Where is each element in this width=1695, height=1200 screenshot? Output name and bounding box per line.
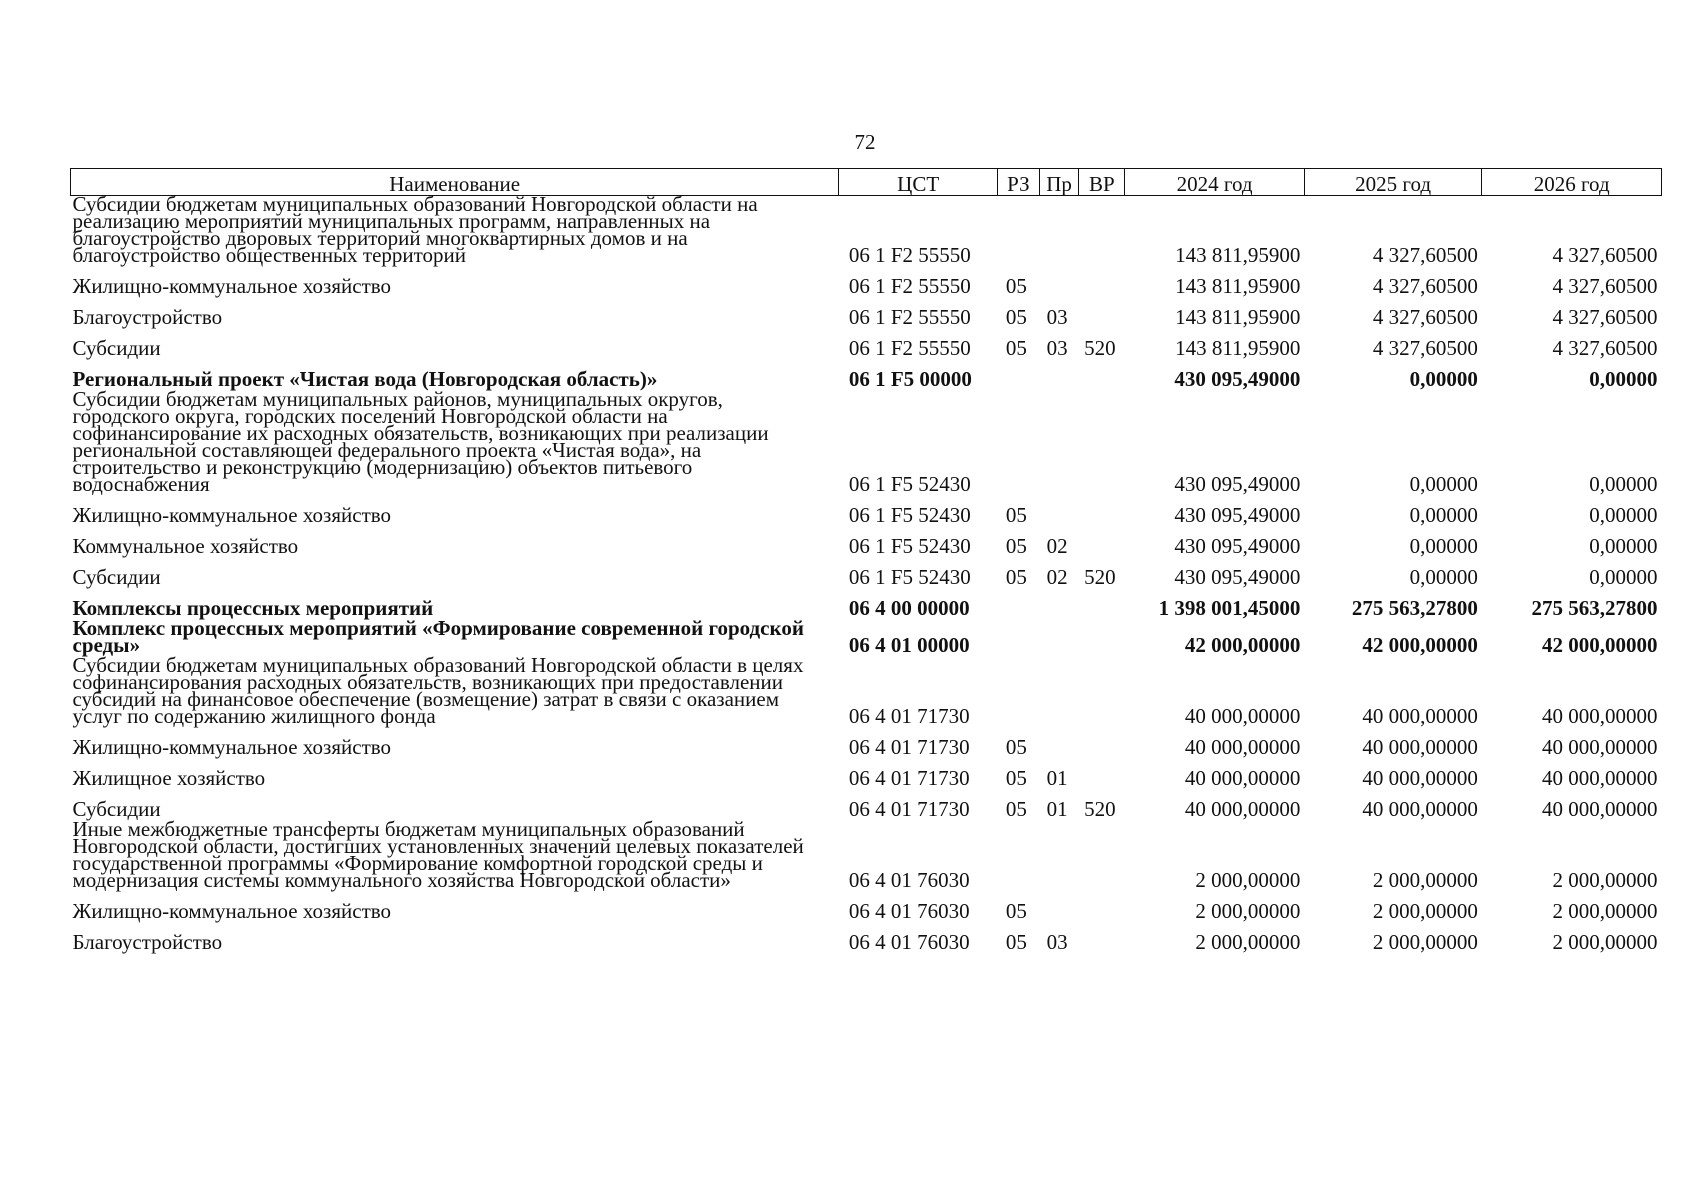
row-cst: 06 1 F5 52430 [848,534,971,558]
row-amount-2025: 2 000,00000 [1372,868,1478,892]
row-pr: 02 [1046,565,1068,589]
row-name: Субсидии [72,565,161,589]
row-amount-2026: 4 327,60500 [1552,305,1658,329]
row-cst: 06 1 F2 55550 [848,305,971,329]
row-name: Жилищно-коммунальное хозяйство [72,503,392,527]
header-2024: 2024 год [1125,169,1305,196]
row-amount-2025: 40 000,00000 [1362,735,1478,759]
row-amount-2024: 2 000,00000 [1195,899,1301,923]
row-rz [998,196,1040,268]
row-cst: 06 4 01 76030 [848,899,970,923]
row-pr: 03 [1046,930,1068,954]
row-vr: 520 [1084,336,1116,360]
row-name: Комплекс процессных мероприятий «Формирование современной городской среды» [72,616,804,657]
row-amount-2025: 4 327,60500 [1372,243,1478,267]
row-amount-2024: 430 095,49000 [1174,472,1301,496]
row-pr [1039,892,1079,923]
row-amount-2026: 275 563,27800 [1531,596,1658,620]
row-rz: 05 [1005,930,1027,954]
row-name: Жилищно-коммунальное хозяйство [72,274,392,298]
row-amount-2026: 0,00000 [1589,367,1658,391]
row-amount-2025: 40 000,00000 [1362,797,1478,821]
row-vr [1079,391,1125,496]
row-amount-2024: 430 095,49000 [1174,565,1301,589]
row-pr [1039,496,1079,527]
row-cst: 06 4 00 00000 [848,596,970,620]
row-amount-2025: 40 000,00000 [1362,704,1478,728]
row-amount-2025: 0,00000 [1409,472,1478,496]
row-cst: 06 1 F2 55550 [848,274,971,298]
row-vr [1079,821,1125,892]
row-pr: 03 [1046,336,1068,360]
header-2025: 2025 год [1304,169,1481,196]
row-vr [1079,892,1125,923]
row-name: Жилищно-коммунальное хозяйство [72,899,392,923]
table-row [71,821,1662,892]
row-amount-2024: 2 000,00000 [1195,930,1301,954]
row-pr [1039,196,1079,268]
row-amount-2024: 143 811,95900 [1175,336,1301,360]
row-name: Жилищно-коммунальное хозяйство [72,735,392,759]
row-cst: 06 4 01 76030 [848,868,970,892]
row-name: Жилищное хозяйство [72,766,266,790]
row-vr: 520 [1084,797,1116,821]
row-amount-2026: 40 000,00000 [1542,797,1658,821]
row-vr [1079,728,1125,759]
row-cst: 06 4 01 71730 [848,766,970,790]
row-pr [1039,821,1079,892]
row-rz [998,620,1040,657]
row-name: Субсидии бюджетам муниципальных образований Новгородской области в целях софинансирования расходных обязательств, возникающих при предоставлении субсидий на финансовое обеспечение (возмещение) затрат в связи с оказанием услуг по содержанию жилищного фонда [72,653,804,728]
table-row [71,329,1662,360]
row-cst: 06 1 F5 52430 [848,565,971,589]
row-amount-2024: 42 000,00000 [1184,633,1301,657]
row-amount-2026: 40 000,00000 [1542,704,1658,728]
row-rz: 05 [1005,735,1027,759]
row-name: Комплексы процессных мероприятий [72,596,434,620]
row-pr [1039,589,1079,620]
row-amount-2026: 0,00000 [1589,534,1658,558]
row-amount-2024: 143 811,95900 [1175,243,1301,267]
row-vr [1079,589,1125,620]
row-amount-2026: 40 000,00000 [1542,735,1658,759]
row-cst: 06 1 F5 00000 [848,367,972,391]
row-rz: 05 [1005,534,1027,558]
header-rz: РЗ [998,169,1040,196]
table-row [71,923,1662,954]
row-amount-2026: 4 327,60500 [1552,274,1658,298]
row-rz: 05 [1005,274,1027,298]
row-amount-2024: 40 000,00000 [1184,704,1301,728]
row-amount-2025: 4 327,60500 [1372,336,1478,360]
row-name: Субсидии [72,336,161,360]
table-row [71,728,1662,759]
row-vr [1079,923,1125,954]
row-cst: 06 1 F5 52430 [848,503,971,527]
header-vr: ВР [1079,169,1125,196]
row-pr: 03 [1046,305,1068,329]
table-row [71,759,1662,790]
table-row [71,267,1662,298]
row-amount-2025: 4 327,60500 [1372,274,1478,298]
row-name: Коммунальное хозяйство [72,534,299,558]
row-pr: 02 [1046,534,1068,558]
row-amount-2025: 42 000,00000 [1362,633,1478,657]
row-name: Субсидии бюджетам муниципальных районов, муниципальных округов, городского округа, городских поселений Новгородской области на софинансирование их расходных обязательств, возникающих при реализации региональной составляющей федерального проекта «Чистая вода», на строительство и реконструкцию (модернизацию) объектов питьевого водоснабжения [72,387,769,496]
row-name: Благоустройство [72,305,223,329]
row-vr: 520 [1084,565,1116,589]
row-rz [998,821,1040,892]
table-row [71,527,1662,558]
table-row [71,496,1662,527]
header-pr: Пр [1039,169,1079,196]
row-vr [1079,496,1125,527]
row-amount-2026: 4 327,60500 [1552,243,1658,267]
row-amount-2024: 40 000,00000 [1184,766,1301,790]
row-amount-2024: 430 095,49000 [1174,503,1301,527]
row-name: Региональный проект «Чистая вода (Новгородская область)» [72,367,658,391]
table-row [71,620,1662,657]
row-cst: 06 1 F5 52430 [848,472,971,496]
row-amount-2025: 4 327,60500 [1372,305,1478,329]
row-pr [1039,391,1079,496]
row-amount-2024: 40 000,00000 [1184,797,1301,821]
row-cst: 06 1 F2 55550 [848,243,971,267]
row-pr [1039,267,1079,298]
row-amount-2024: 2 000,00000 [1195,868,1301,892]
row-cst: 06 1 F2 55550 [848,336,971,360]
row-cst: 06 4 01 00000 [848,633,970,657]
row-rz [998,589,1040,620]
row-rz: 05 [1005,766,1027,790]
row-pr [1039,620,1079,657]
row-rz: 05 [1005,797,1027,821]
row-cst: 06 4 01 71730 [848,735,970,759]
row-pr [1039,728,1079,759]
row-amount-2026: 0,00000 [1589,503,1658,527]
row-amount-2024: 143 811,95900 [1175,305,1301,329]
row-vr [1079,360,1125,391]
row-rz [998,657,1040,728]
row-amount-2024: 430 095,49000 [1174,367,1301,391]
table-row [71,892,1662,923]
row-name: Иные межбюджетные трансферты бюджетам муниципальных образований Новгородской области, достигших установленных значений целевых показателей государственной программы «Формирование комфортной городской среды и модернизация системы коммунального хозяйства Новгородской области» [72,817,804,892]
row-cst: 06 4 01 71730 [848,797,970,821]
row-amount-2024: 1 398 001,45000 [1158,596,1301,620]
row-rz: 05 [1005,565,1027,589]
row-amount-2026: 0,00000 [1589,472,1658,496]
row-vr [1079,196,1125,268]
row-name: Благоустройство [72,930,223,954]
row-amount-2026: 0,00000 [1589,565,1658,589]
row-amount-2024: 40 000,00000 [1184,735,1301,759]
row-amount-2026: 2 000,00000 [1552,899,1658,923]
row-amount-2025: 0,00000 [1409,503,1478,527]
page-number: 72 [854,130,876,154]
row-amount-2026: 2 000,00000 [1552,930,1658,954]
row-rz: 05 [1005,503,1027,527]
row-pr [1039,657,1079,728]
table-row [71,298,1662,329]
row-rz [998,360,1040,391]
row-rz: 05 [1005,336,1027,360]
row-amount-2025: 2 000,00000 [1372,930,1478,954]
table-row [71,657,1662,728]
row-amount-2025: 0,00000 [1409,534,1478,558]
row-vr [1079,657,1125,728]
row-vr [1079,267,1125,298]
row-pr: 01 [1046,766,1068,790]
row-vr [1079,298,1125,329]
table-row [71,196,1662,268]
row-amount-2025: 275 563,27800 [1351,596,1478,620]
row-amount-2026: 2 000,00000 [1552,868,1658,892]
row-amount-2026: 40 000,00000 [1542,766,1658,790]
row-pr: 01 [1046,797,1068,821]
row-amount-2024: 143 811,95900 [1175,274,1301,298]
table-row [71,391,1662,496]
row-amount-2025: 0,00000 [1409,367,1478,391]
row-rz: 05 [1005,899,1027,923]
row-pr [1039,360,1079,391]
row-cst: 06 4 01 71730 [848,704,970,728]
row-vr [1079,759,1125,790]
header-cst: ЦСТ [839,169,998,196]
row-name: Субсидии бюджетам муниципальных образований Новгородской области на реализацию мероприятий муниципальных программ, направленных на благоустройство дворовых территорий многоквартирных домов и на благоустройство общественных территорий [72,192,758,267]
table-body [71,192,1662,955]
row-rz [998,391,1040,496]
row-amount-2025: 0,00000 [1409,565,1478,589]
budget-table [70,168,1662,954]
row-vr [1079,620,1125,657]
row-amount-2024: 430 095,49000 [1174,534,1301,558]
row-vr [1079,527,1125,558]
table-row [71,558,1662,589]
row-cst: 06 4 01 76030 [848,930,970,954]
row-amount-2026: 4 327,60500 [1552,336,1658,360]
row-amount-2026: 42 000,00000 [1542,633,1658,657]
row-rz: 05 [1005,305,1027,329]
row-name: Субсидии [72,797,161,821]
row-amount-2025: 40 000,00000 [1362,766,1478,790]
row-amount-2025: 2 000,00000 [1372,899,1478,923]
header-2026: 2026 год [1482,169,1662,196]
header-name: Наименование [71,169,839,196]
